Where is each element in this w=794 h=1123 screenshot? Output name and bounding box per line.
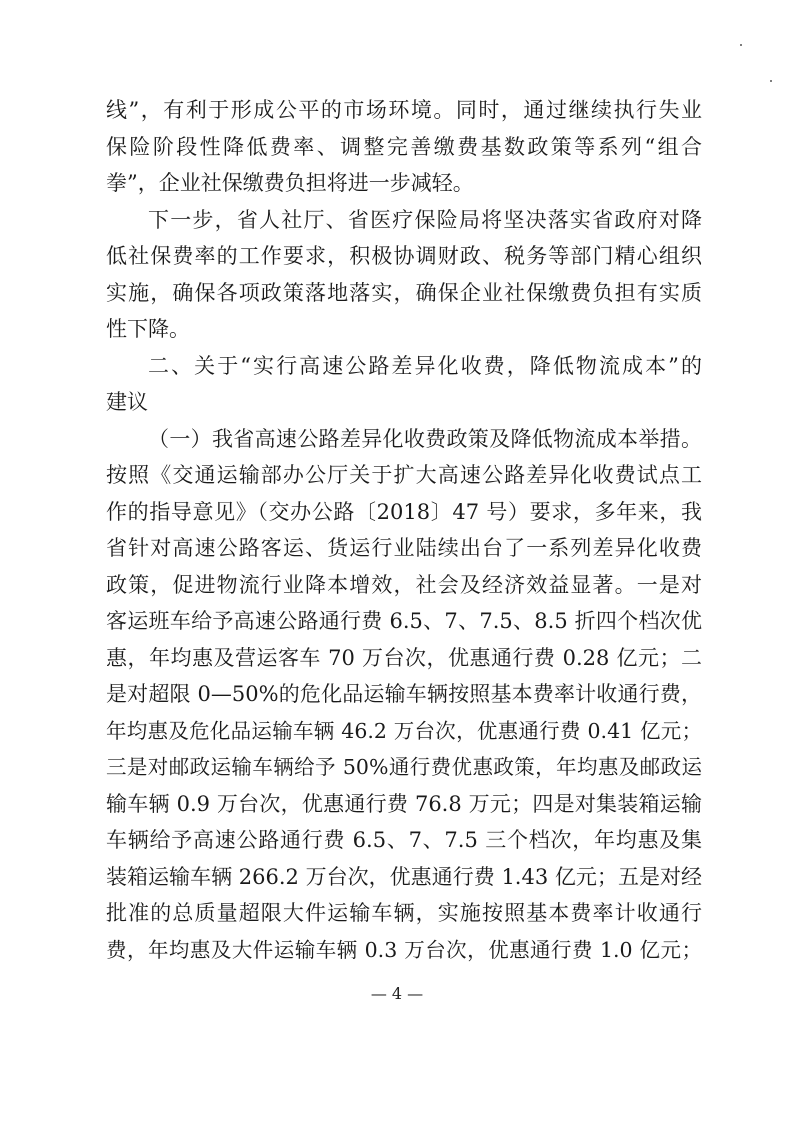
text-line: 批准的总质量超限大件运输车辆，实施按照基本费率计收通行 [106, 901, 702, 925]
text-line: 客运班车给予高速公路通行费 6.5、7、7.5、8.5 折四个档次优 [106, 609, 702, 633]
paragraph-toll-policy [106, 421, 702, 969]
text-line: 三是对邮政运输车辆给予 50%通行费优惠政策，年均惠及邮政运 [106, 755, 702, 779]
text-line: 省针对高速公路客运、货运行业陆续出台了一系列差异化收费 [106, 536, 702, 560]
text-line: 线”，有利于形成公平的市场环境。同时，通过继续执行失业 [106, 98, 702, 122]
text-line: 车辆给予高速公路通行费 6.5、7、7.5 三个档次，年均惠及集 [106, 828, 702, 852]
body-text [106, 92, 702, 968]
text-line: 装箱运输车辆 266.2 万台次，优惠通行费 1.43 亿元；五是对经 [106, 864, 702, 889]
text-line: 保险阶段性降低费率、调整完善缴费基数政策等系列“组合 [106, 134, 702, 159]
text-line: （一）我省高速公路差异化收费政策及降低物流成本举措。 [148, 426, 702, 451]
text-line: 输车辆 0.9 万台次，优惠通行费 76.8 万元；四是对集装箱运输 [106, 791, 702, 816]
text-line: 惠，年均惠及营运客车 70 万台次，优惠通行费 0.28 亿元；二 [106, 645, 702, 670]
text-line: 拳”，企业社保缴费负担将进一步减轻。 [106, 171, 474, 195]
section-heading [106, 348, 702, 421]
scan-speck [740, 44, 742, 46]
text-line: 建议 [106, 390, 148, 414]
page-number: — 4 — [370, 984, 424, 1003]
text-line: 实施，确保各项政策落地落实，确保企业社保缴费负担有实质 [106, 280, 702, 305]
text-line: 下一步，省人社厅、省医疗保险局将坚决落实省政府对降 [148, 207, 702, 232]
paragraph-next-steps [106, 202, 702, 348]
text-line: 是对超限 0—50%的危化品运输车辆按照基本费率计收通行费， [106, 682, 702, 706]
paragraph-continuation [106, 92, 702, 202]
text-line: 年均惠及危化品运输车辆 46.2 万台次，优惠通行费 0.41 亿元； [106, 718, 702, 743]
text-line: 费，年均惠及大件运输车辆 0.3 万台次，优惠通行费 1.0 亿元； [106, 937, 702, 962]
text-line: 政策，促进物流行业降本增效，社会及经济效益显著。一是对 [106, 572, 702, 597]
text-line: 按照《交通运输部办公厅关于扩大高速公路差异化收费试点工 [106, 463, 702, 487]
text-line: 作的指导意见》（交办公路〔2018〕47 号）要求，多年来，我 [106, 499, 702, 524]
text-line: 二、关于“实行高速公路差异化收费，降低物流成本”的 [148, 353, 702, 378]
scan-speck [770, 80, 772, 82]
text-line: 低社保费率的工作要求，积极协调财政、税务等部门精心组织 [106, 244, 702, 268]
text-line: 性下降。 [106, 317, 190, 341]
